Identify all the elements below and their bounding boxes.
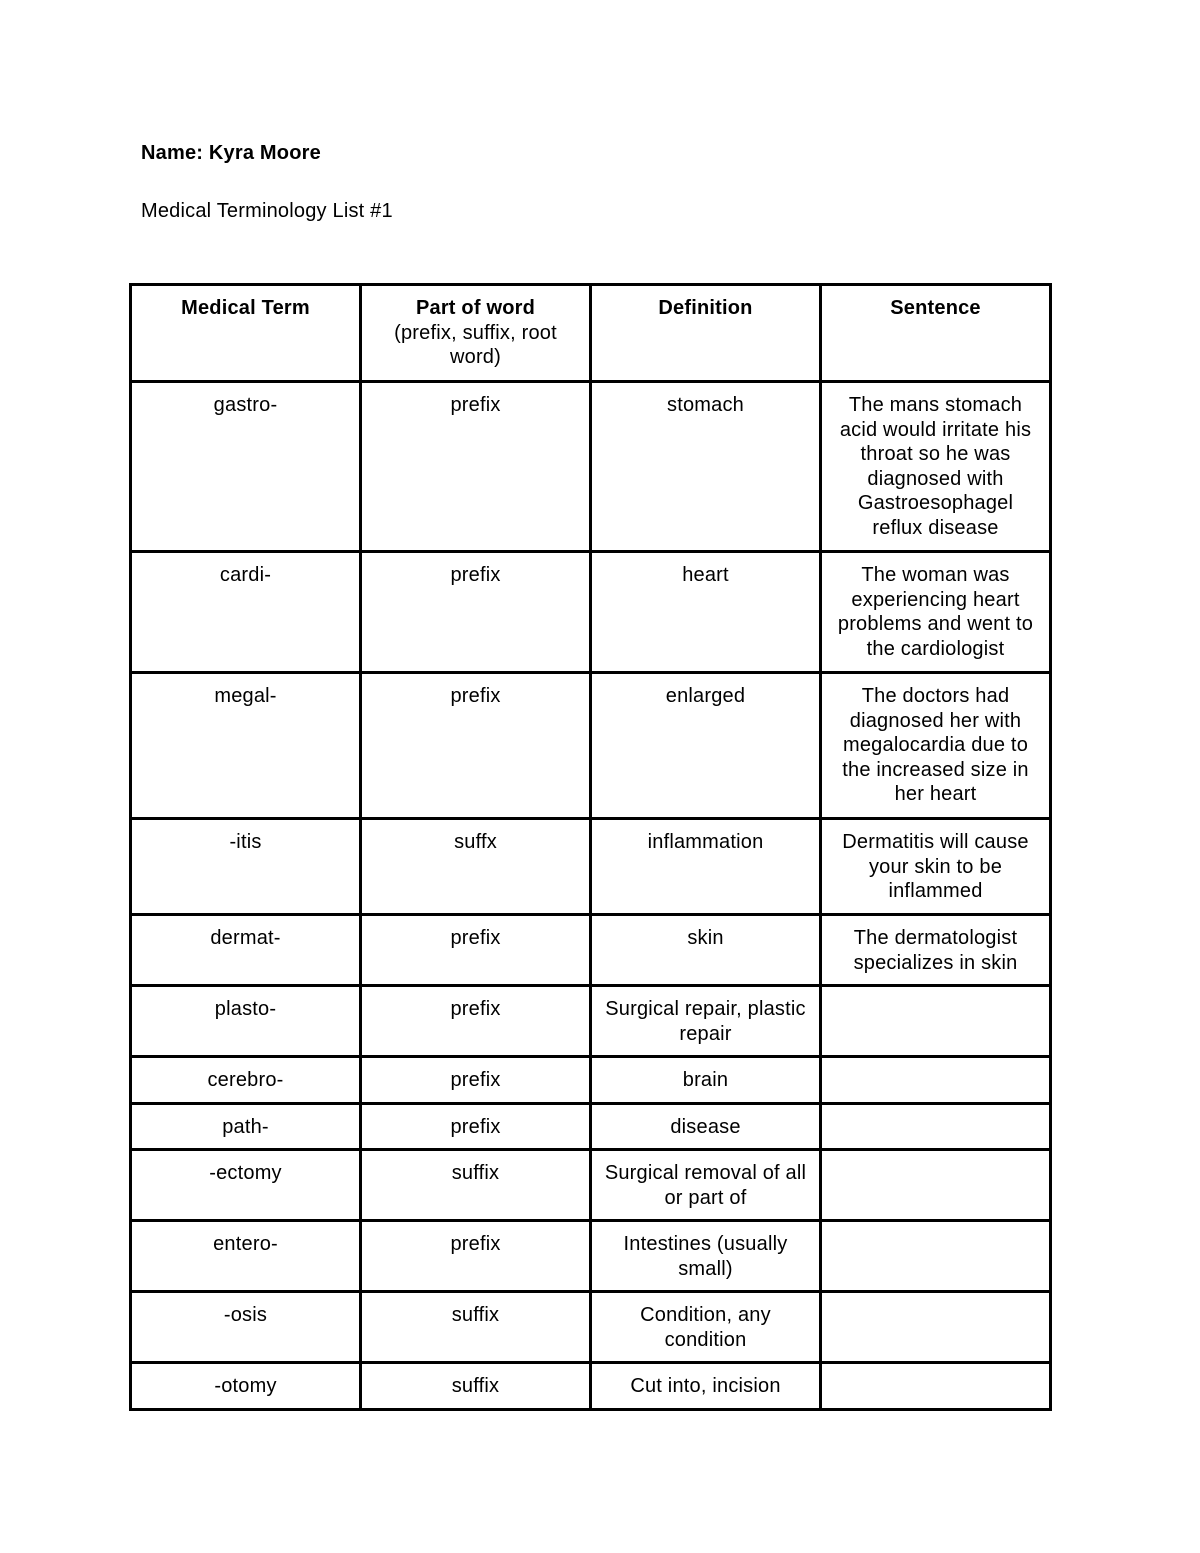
sentence-cell — [821, 1292, 1051, 1363]
table-row — [131, 552, 1051, 673]
definition-cell: Surgical removal of all or part of — [591, 1150, 821, 1221]
table-row — [131, 382, 1051, 552]
table-row — [131, 1221, 1051, 1292]
part-cell: suffx — [361, 819, 591, 915]
column-header-sentence — [821, 285, 1051, 382]
part-cell: prefix — [361, 673, 591, 819]
definition-cell: disease — [591, 1104, 821, 1150]
term-cell: dermat- — [131, 915, 361, 986]
term-cell: path- — [131, 1104, 361, 1150]
column-header-label: Medical Term — [181, 297, 310, 319]
sentence-cell: The woman was experiencing heart problems and went to the cardiologist — [821, 552, 1051, 673]
sentence-cell — [821, 986, 1051, 1057]
part-cell: suffix — [361, 1292, 591, 1363]
definition-cell: enlarged — [591, 673, 821, 819]
column-header-part-of-word — [361, 285, 591, 382]
part-cell: prefix — [361, 382, 591, 552]
sentence-cell: The doctors had diagnosed her with megalocardia due to the increased size in her heart — [821, 673, 1051, 819]
sentence-cell — [821, 1150, 1051, 1221]
definition-cell: Condition, any condition — [591, 1292, 821, 1363]
document-title: Medical Terminology List #1 — [141, 200, 393, 222]
part-cell: prefix — [361, 1221, 591, 1292]
term-cell: -otomy — [131, 1363, 361, 1410]
column-header-medical-term — [131, 285, 361, 382]
sentence-cell — [821, 1221, 1051, 1292]
part-cell: prefix — [361, 986, 591, 1057]
column-header-label: Sentence — [890, 297, 981, 319]
term-cell: -itis — [131, 819, 361, 915]
part-cell: prefix — [361, 1057, 591, 1104]
table-row — [131, 1363, 1051, 1410]
table-row — [131, 1104, 1051, 1150]
definition-cell: stomach — [591, 382, 821, 552]
column-header-definition — [591, 285, 821, 382]
sentence-cell: The dermatologist specializes in skin — [821, 915, 1051, 986]
part-cell: prefix — [361, 915, 591, 986]
term-cell: cerebro- — [131, 1057, 361, 1104]
sentence-cell — [821, 1057, 1051, 1104]
table-header-row — [131, 285, 1051, 382]
part-cell: suffix — [361, 1363, 591, 1410]
sentence-cell — [821, 1104, 1051, 1150]
definition-cell: Surgical repair, plastic repair — [591, 986, 821, 1057]
term-cell: gastro- — [131, 382, 361, 552]
column-header-label: Part of word — [415, 297, 536, 319]
definition-cell: skin — [591, 915, 821, 986]
term-cell: plasto- — [131, 986, 361, 1057]
term-cell: entero- — [131, 1221, 361, 1292]
sentence-cell: The mans stomach acid would irritate his throat so he was diagnosed with Gastroesophagel reflux disease — [821, 382, 1051, 552]
part-cell: prefix — [361, 1104, 591, 1150]
column-header-label: Definition — [658, 297, 753, 319]
table-row — [131, 1292, 1051, 1363]
column-header-sublabel: (prefix, suffix, root word) — [394, 321, 557, 369]
part-cell: prefix — [361, 552, 591, 673]
table-row — [131, 986, 1051, 1057]
table-row — [131, 1057, 1051, 1104]
term-cell: -osis — [131, 1292, 361, 1363]
term-cell: -ectomy — [131, 1150, 361, 1221]
table-row — [131, 819, 1051, 915]
definition-cell: heart — [591, 552, 821, 673]
definition-cell: brain — [591, 1057, 821, 1104]
table-row — [131, 673, 1051, 819]
terminology-table — [129, 283, 1052, 1411]
table-row — [131, 915, 1051, 986]
term-cell: megal- — [131, 673, 361, 819]
definition-cell: inflammation — [591, 819, 821, 915]
sentence-cell — [821, 1363, 1051, 1410]
definition-cell: Cut into, incision — [591, 1363, 821, 1410]
definition-cell: Intestines (usually small) — [591, 1221, 821, 1292]
term-cell: cardi- — [131, 552, 361, 673]
student-name: Name: Kyra Moore — [141, 142, 321, 164]
part-cell: suffix — [361, 1150, 591, 1221]
sentence-cell: Dermatitis will cause your skin to be inflammed — [821, 819, 1051, 915]
table-row — [131, 1150, 1051, 1221]
